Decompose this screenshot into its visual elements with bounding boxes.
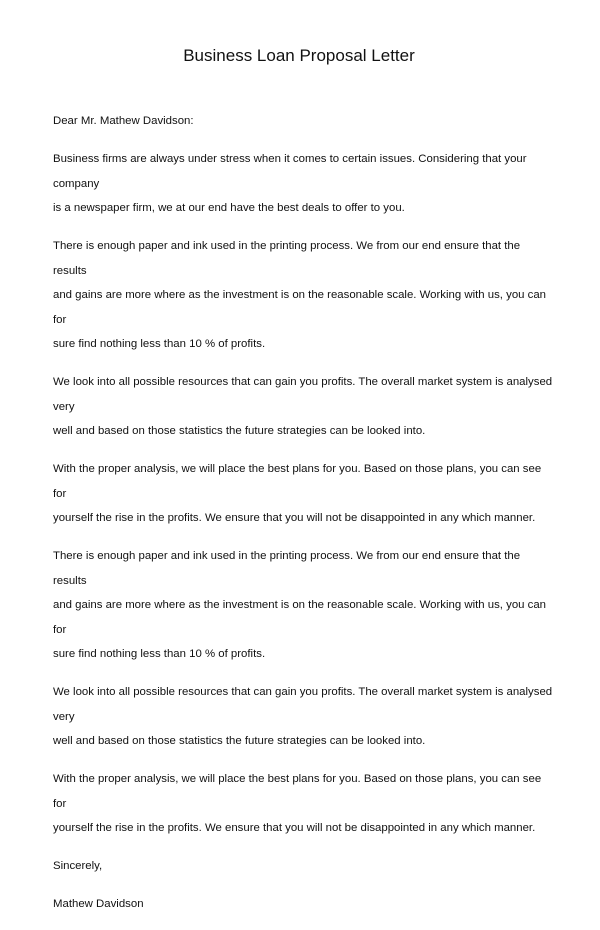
closing: Sincerely, <box>53 860 103 872</box>
paragraph: There is enough paper and ink used in the printing process. We from our end ensure that the results and gains are more where as the investment is on the reasonable scale. Working with us, you can for sure find nothing less than 10 % of profits. <box>53 240 547 350</box>
letter-body <box>53 109 553 930</box>
paragraph: We look into all possible resources that can gain you profits. The overall market system is analysed very well and based on those statistics the future strategies can be looked into. <box>53 376 553 437</box>
paragraph: Business firms are always under stress when it comes to certain issues. Considering that your company is a newspaper firm, we at our end have the best deals to offer to you. <box>53 153 527 214</box>
signature: Mathew Davidson <box>53 898 144 910</box>
page-title: Business Loan Proposal Letter <box>183 46 415 65</box>
salutation: Dear Mr. Mathew Davidson: <box>53 115 194 127</box>
paragraph: There is enough paper and ink used in the printing process. We from our end ensure that the results and gains are more where as the investment is on the reasonable scale. Working with us, you can for sure find nothing less than 10 % of profits. <box>53 550 547 660</box>
paragraph: With the proper analysis, we will place the best plans for you. Based on those plans, you can see for yourself the rise in the profits. We ensure that you will not be disappointed in any which manner. <box>53 773 542 834</box>
paragraph: With the proper analysis, we will place the best plans for you. Based on those plans, you can see for yourself the rise in the profits. We ensure that you will not be disappointed in any which manner. <box>53 463 542 524</box>
paragraph: We look into all possible resources that can gain you profits. The overall market system is analysed very well and based on those statistics the future strategies can be looked into. <box>53 686 553 747</box>
